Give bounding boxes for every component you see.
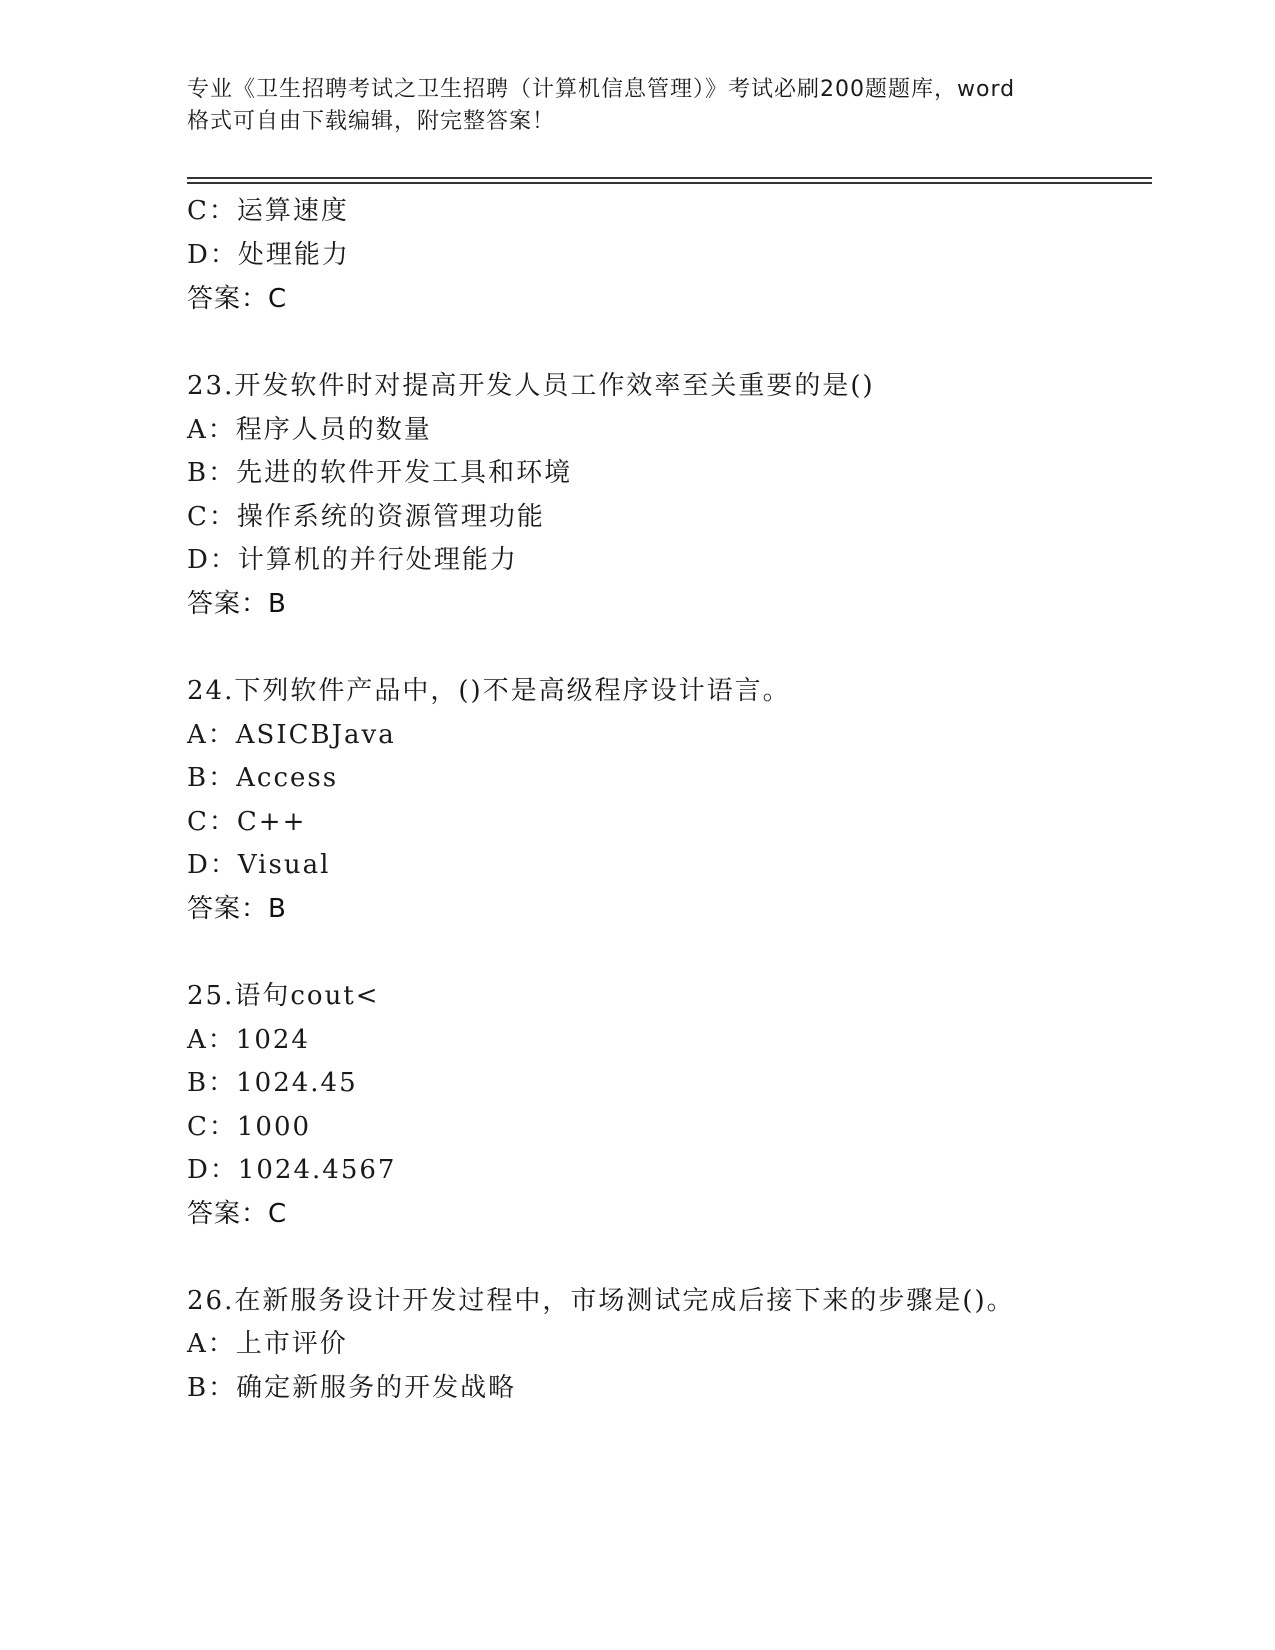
question-23-option-c: C：操作系统的资源管理功能	[187, 502, 545, 532]
question-25-stem: 25.语句cout<	[187, 981, 380, 1011]
question-24-option-d: D：Visual	[187, 850, 331, 880]
question-23-answer: 答案：B	[187, 589, 287, 619]
question-25-option-c: C：1000	[187, 1112, 312, 1142]
question-24-option-c: C：C++	[187, 807, 307, 837]
header-divider-top	[187, 177, 1152, 179]
question-24-option-a: A：ASICBJava	[187, 720, 396, 750]
question-23-stem: 23.开发软件时对提高开发人员工作效率至关重要的是()	[187, 371, 875, 401]
question-23-option-b: B：先进的软件开发工具和环境	[187, 458, 573, 488]
question-23-option-a: A：程序人员的数量	[187, 415, 432, 445]
question-26-option-b: B：确定新服务的开发战略	[187, 1373, 517, 1403]
document-header	[187, 74, 1097, 138]
question-24-stem: 24.下列软件产品中，()不是高级程序设计语言。	[187, 676, 791, 706]
question-26-option-a: A：上市评价	[187, 1329, 348, 1359]
question-24-answer: 答案：B	[187, 894, 287, 924]
header-line-1: 专业《卫生招聘考试之卫生招聘（计算机信息管理）》考试必刷200题题库，word	[187, 77, 1016, 102]
question-23-option-d: D：计算机的并行处理能力	[187, 545, 518, 575]
question-25-option-b: B：1024.45	[187, 1068, 358, 1098]
question-25-option-a: A：1024	[187, 1025, 310, 1055]
question-24-option-b: B：Access	[187, 763, 339, 793]
question-26-stem: 26.在新服务设计开发过程中，市场测试完成后接下来的步骤是()。	[187, 1286, 1015, 1316]
prev-option-c: C：运算速度	[187, 196, 349, 226]
header-line-2: 格式可自由下载编辑，附完整答案！	[187, 109, 556, 134]
header-divider-bottom	[187, 182, 1152, 184]
prev-option-d: D：处理能力	[187, 240, 350, 270]
question-25-option-d: D：1024.4567	[187, 1155, 397, 1185]
prev-answer: 答案：C	[187, 284, 288, 314]
question-25-answer: 答案：C	[187, 1199, 288, 1229]
